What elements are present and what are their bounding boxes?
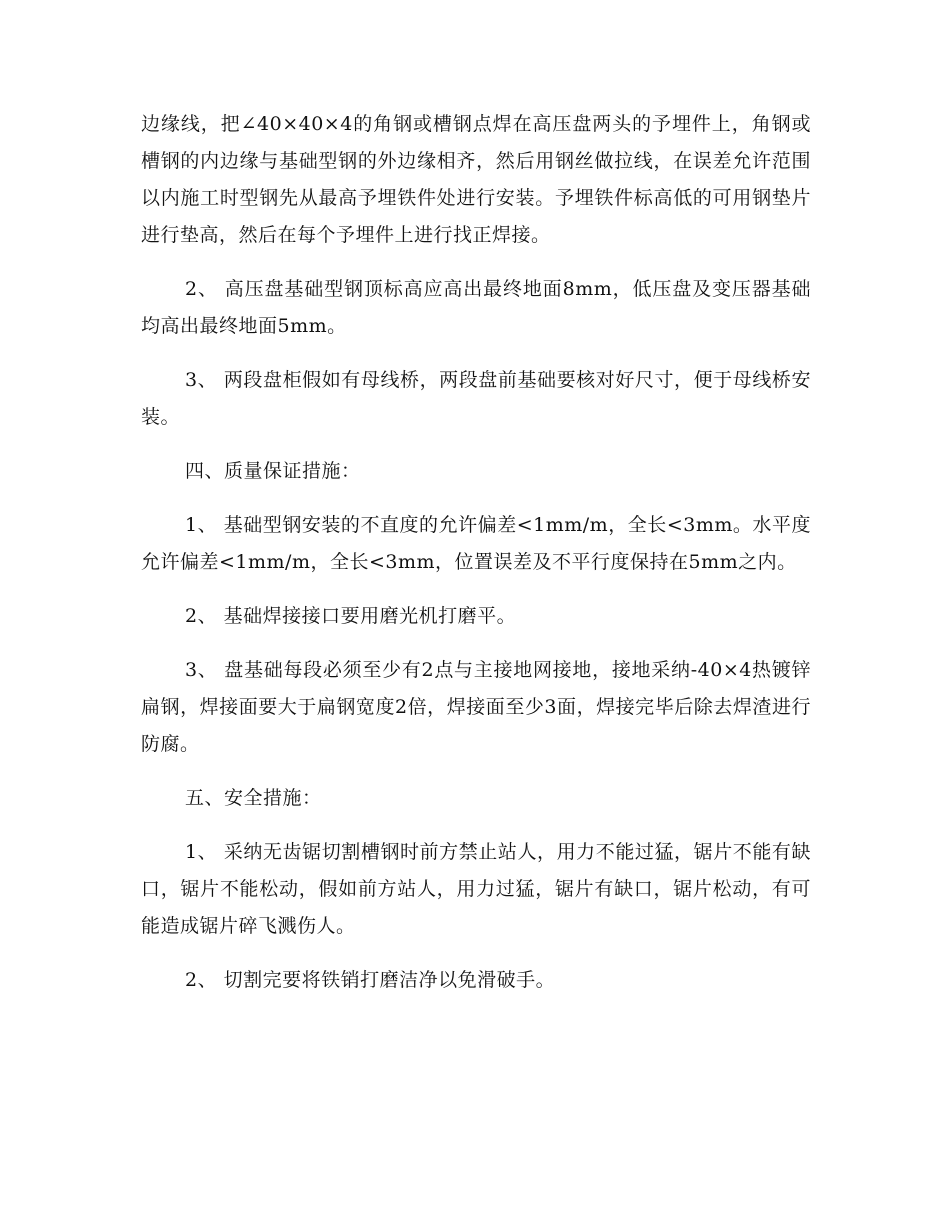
paragraph-quality-3: 3、 盘基础每段必须至少有2点与主接地网接地，接地采纳-40×4热镀锌扁钢，焊接面要大于扁钢宽度2倍，焊接面至少3面，焊接完毕后除去焊渣进行防腐。 — [141, 659, 811, 755]
paragraph-safety-1: 1、 采纳无齿锯切割槽钢时前方禁止站人，用力不能过猛，锯片不能有缺口，锯片不能松动，假如前方站人，用力过猛，锯片有缺口，锯片松动，有可能造成锯片碎飞溅伤人。 — [141, 841, 811, 937]
paragraph-quality-2: 2、 基础焊接接口要用磨光机打磨平。 — [185, 605, 517, 627]
document-body — [141, 106, 811, 1016]
paragraph-quality-1: 1、 基础型钢安装的不直度的允许偏差<1mm/m，全长<3mm。水平度允许偏差<1mm/m，全长<3mm，位置误差及不平行度保持在5mm之内。 — [141, 514, 811, 573]
paragraph-safety-2: 2、 切割完要将铁销打磨洁净以免滑破手。 — [185, 969, 556, 991]
paragraph-item-3: 3、 两段盘柜假如有母线桥，两段盘前基础要核对好尺寸，便于母线桥安装。 — [141, 369, 811, 428]
paragraph-item-2: 2、 高压盘基础型钢顶标高应高出最终地面8mm，低压盘及变压器基础均高出最终地面5mm。 — [141, 278, 811, 337]
paragraph-continuation: 边缘线，把∠40×40×4的角钢或槽钢点焊在高压盘两头的予埋件上，角钢或槽钢的内边缘与基础型钢的外边缘相齐，然后用钢丝做拉线，在误差允许范围以内施工时型钢先从最高予埋铁件处进行安装。予埋铁件标高低的可用钢垫片进行垫高，然后在每个予埋件上进行找正焊接。 — [141, 113, 811, 246]
section-heading-safety: 五、安全措施： — [185, 787, 322, 809]
section-heading-quality: 四、质量保证措施： — [185, 460, 361, 482]
